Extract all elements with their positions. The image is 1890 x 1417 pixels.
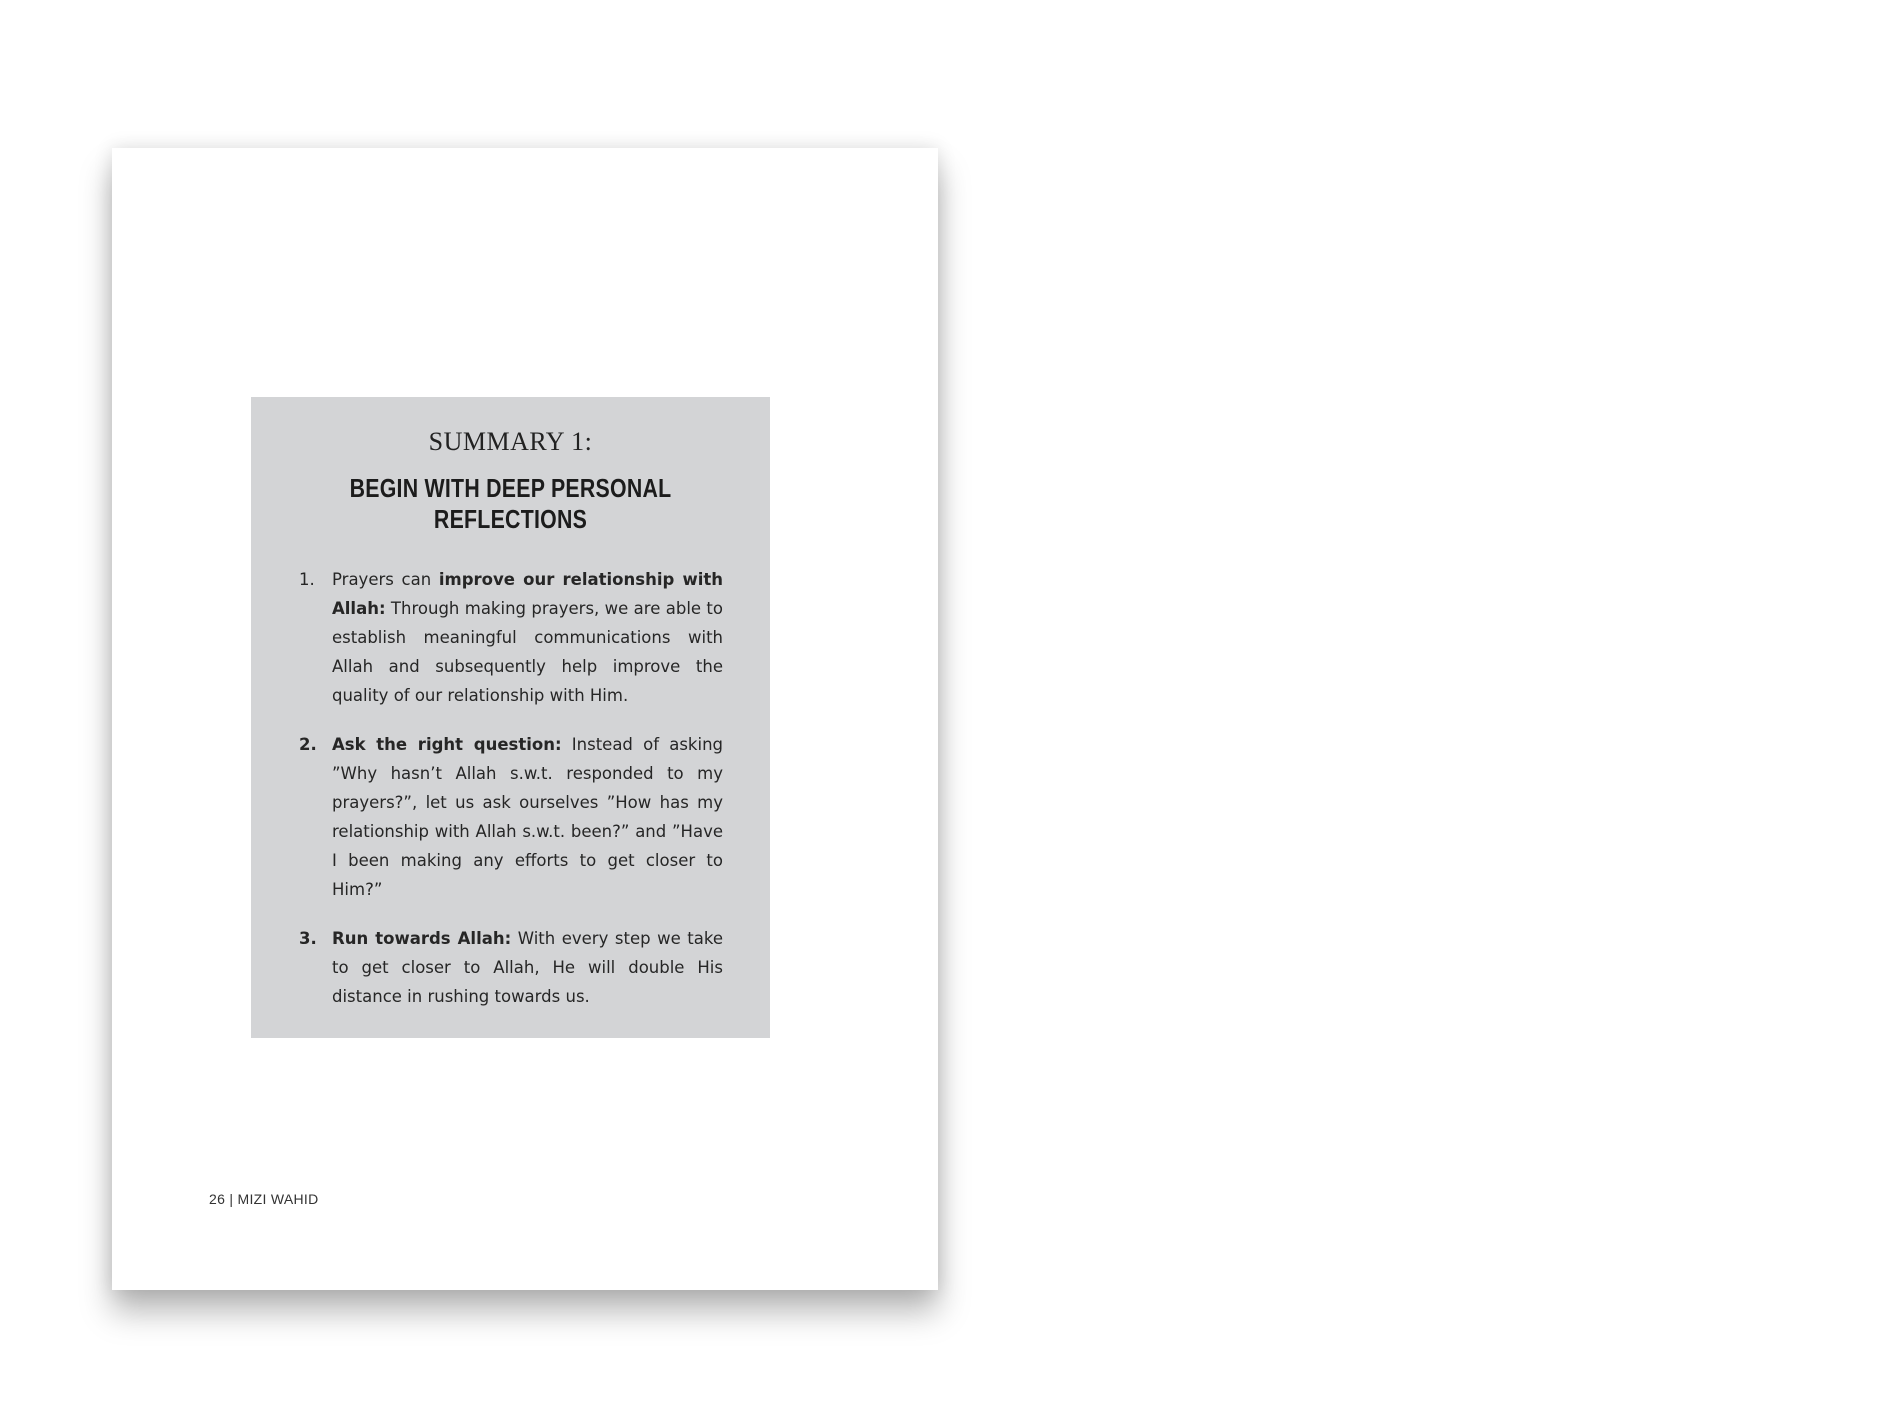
- summary-box: [251, 397, 770, 1038]
- list-item-bold-lead: improve our relationship with Allah:: [332, 570, 724, 618]
- page-footer: 26 | MIZI WAHID: [209, 1191, 319, 1207]
- list-item-prefix: Prayers can: [332, 570, 439, 589]
- list-item-text: With every step we take to get closer to Allah, He will double His distance in rushing towards us.: [332, 929, 723, 1006]
- list-item-number: 3.: [299, 929, 317, 948]
- list-item-text: Instead of asking ”Why hasn’t Allah s.w.t. responded to my prayers?”, let us ask ourselves ”How has my relationship with Allah s.w.t. been?” and ”Have I been making any efforts to get closer to Him?”: [332, 735, 724, 899]
- list-item-text: Through making prayers, we are able to establish meaningful communications with Allah and subsequently help improve the quality of our relationship with Him.: [332, 599, 723, 705]
- list-item-bold-lead: Ask the right question:: [332, 735, 562, 754]
- summary-list: [299, 565, 723, 1031]
- summary-heading: SUMMARY 1:: [428, 427, 593, 456]
- summary-title: BEGIN WITH DEEP PERSONAL REFLECTIONS: [349, 473, 672, 534]
- list-item: [299, 924, 723, 1011]
- list-item: [299, 730, 723, 904]
- list-item-number: 1.: [299, 570, 315, 589]
- book-page: [112, 148, 938, 1290]
- list-item: [299, 565, 723, 710]
- list-item-bold-lead: Run towards Allah:: [332, 929, 512, 948]
- list-item-number: 2.: [299, 735, 317, 754]
